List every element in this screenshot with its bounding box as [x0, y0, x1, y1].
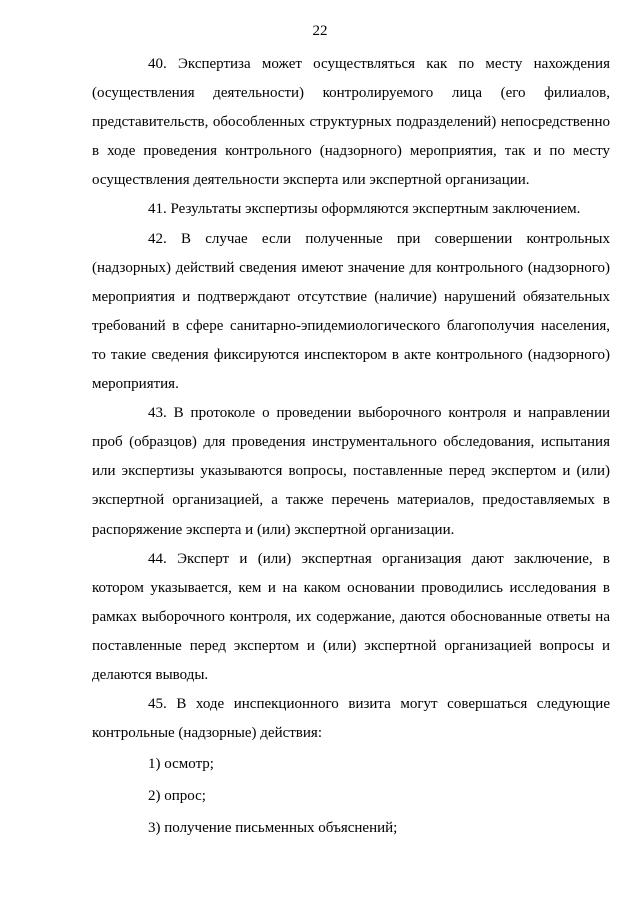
- paragraph-45: 45. В ходе инспекционного визита могут совершаться следующие контрольные (надзорные) действия:: [92, 696, 610, 742]
- list-item-survey: 2) опрос;: [148, 788, 206, 805]
- paragraph-43: 43. В протоколе о проведении выборочного контроля и направлении проб (образцов) для проведения инструментального обследования, испытания или экспертизы указываются вопросы, поставленные перед экспертом и (или) экспертной организацией, а также перечень материалов, предоставляемых в распоряжение эксперта и (или) экспертной организации.: [92, 405, 610, 538]
- document-body: [92, 50, 610, 846]
- list-item-written-explanations: 3) получение письменных объяснений;: [148, 820, 398, 837]
- paragraph-40: 40. Экспертиза может осуществляться как по месту нахождения (осуществления деятельности) контролируемого лица (его филиалов, представительств, обособленных структурных подразделений) непосредственно в ходе проведения контрольного (надзорного) мероприятия, так и по месту осуществления деятельности эксперта или экспертной организации.: [92, 56, 610, 189]
- paragraph-41: 41. Результаты экспертизы оформляются экспертным заключением.: [148, 201, 581, 218]
- list-item-inspection: 1) осмотр;: [148, 756, 214, 773]
- paragraph-42: 42. В случае если полученные при совершении контрольных (надзорных) действий сведения имеют значение для контрольного (надзорного) мероприятия и подтверждают отсутствие (наличие) нарушений обязательных требований в сфере санитарно-эпидемиологического благополучия населения, то такие сведения фиксируются инспектором в акте контрольного (надзорного) мероприятия.: [92, 230, 610, 393]
- page-number: 22: [312, 23, 328, 39]
- paragraph-44: 44. Эксперт и (или) экспертная организация дают заключение, в котором указывается, кем и на каком основании проводились исследования в рамках выборочного контроля, их содержание, даются обоснованные ответы на поставленные перед экспертом и (или) экспертной организацией вопросы и делаются выводы.: [92, 550, 610, 683]
